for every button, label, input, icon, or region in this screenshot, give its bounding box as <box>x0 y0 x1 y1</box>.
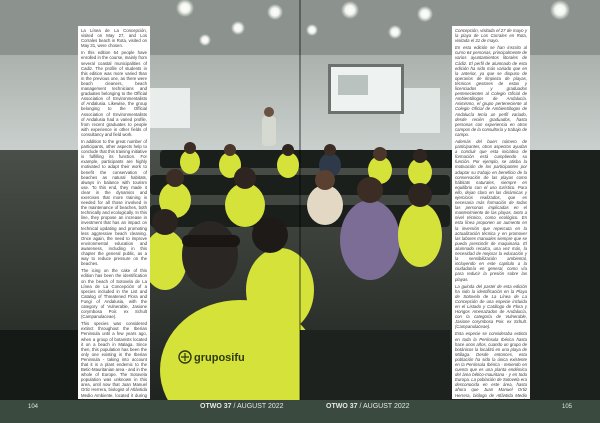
issue-date: / AUGUST 2022 <box>233 403 284 410</box>
page-gutter <box>299 0 301 423</box>
brand-name: OTWO <box>326 403 348 410</box>
issue-date: / AUGUST 2022 <box>359 403 410 410</box>
right-paragraph: En esta edición se han inscrito al curso 64 personas, principalmente de varios ayuntamientos litorales de Cádiz. El perfil de alumnado de esta edición ha sido más variado que en la anterior, ya que se dispuso de operarios de limpieza de playas, técnicos gestores de estas y licenciados y graduados pertenecientes al Colegio Oficial de Ambientólogos de Andalucía. Asimismo, el grupo perteneciente al Colegio Oficial de Ambientólogos de Andalucía tenía un perfil variado, desde recién graduados, hasta personas con experiencia en otros campos de la consultoría y trabajo de campo. <box>455 45 527 137</box>
left-paragraph: This species was considered extinct throughout the Iberian Peninsula until a few years ago, when a group of botanists located it on a beach in Malaga. Since then, this population has been the only one existing in the Iberian Peninsula - taking into account that it is a plant endemic to the Betic-Mauritanian area - and in the whole of Europe. The Sotovela population was unknown in this area, until now that Juan Manuel Ortiz Herrera, biologist of Atlántida Medio Ambiente, located it during <box>81 321 147 398</box>
right-paragraph: Concepción, visitada el 27 de mayo y la playa de Los Corrales en Rota, visitada el 31 de mayo. <box>455 28 527 44</box>
right-paragraph: La guinda del pastel de esta edición ha sido la identificación en la Playa de Sotovela de La Línea de La Concepción de una especie incluida en el Listado y Catálogo de Flora y Hongos Amenazados de Andalucía, con la categoría de Vulnerable, Jasione corymbosa Poir. ex Schult. (Campanulaceae). <box>455 283 527 330</box>
left-issue-label <box>200 403 284 410</box>
brand-name: OTWO <box>200 403 222 410</box>
left-paragraph: In addition to the great number of participants, other aspects help to conclude that this training initiative is fulfilling its function. For example, participants are highly motivated to adapt their work to benefit the conservation of beaches as natural habitats, always in balance with tourism use. To this end, they made it clear in the dynamics and exercises that more training is needed for all those involved in the maintenance of beaches, both technically and ecologically. In this line, they propose an increase in investment that has an impact on technical updating and promoting less aggressive beach cleaning. Once again, the need to improve environmental education and awareness, including in this chapter the general public, as a way to reduce pressure on the beaches. <box>81 138 147 267</box>
right-paragraph: Esta especie se consideraba extinta en toda la Península Ibérica hasta hace unos años, cuando un grupo de botánicos la localizó en una playa de Málaga. Desde entonces, esta población ha sido la única existente en la Península Ibérica - teniendo en cuenta que es una planta endémica del área bético-mauritana - y en toda Europa. La población de Sotovela era desconocida en este área, hasta ahora que Juan Manuel Ortiz Herrera, biólogo de Atlántida Medio <box>455 331 527 398</box>
left-paragraph: In this edition 64 people have enrolled in the course, mainly from several coastal municipalities of Cadiz. The profile of students in this edition was more varied than in the previous one, as there were beach cleaners, beach management technicians and graduates belonging to the Official Association of Environmentalists of Andalusia. Likewise, the group belonging to the Official Association of Environmentalists of Andalusia had a varied profile, from recent graduates to people with experience in other fields of consultancy and field work. <box>81 50 147 137</box>
right-page-number: 105 <box>562 404 573 410</box>
footer-band <box>0 400 600 423</box>
right-text-column <box>452 26 530 399</box>
gruposifu-logo <box>179 351 245 364</box>
right-issue-label <box>326 403 410 410</box>
issue-number: 37 <box>349 403 358 410</box>
left-paragraph: The icing on the cake of this edition has been the identification on the beach of Sotovela de La Línea de La Concepción of a species included in the List and Catalog of Threatened Flora and Fungi of Andalusia, with the category of Vulnerable, Jasione corymbosa Poir. ex Schult (Campanulaceae). <box>81 268 147 320</box>
issue-number: 37 <box>223 403 232 410</box>
shirt-logo-text: gruposifu <box>194 352 245 364</box>
right-paragraph: Además del buen número de participantes, otros aspectos ayudan a concluir que esta iniciativa de formación está cumpliendo su función. Por ejemplo, se atisba la motivación de los participantes por adaptar su trabajo en beneficio de la conservación de las playas como hábitats naturales, siempre en equilibrio con el uso turístico. Para ello, dejan claro en las dinámicas y ejercicios realizados, que es necesaria más formación de todas las personas implicadas en el mantenimiento de las playas, tanto a nivel técnico, como ecológico. En esta línea proponen un aumento en la inversión que repercuta en la actualización técnica y en promover las labores manuales siempre que se pueda prescindir de maquinaria. El alumnado recalca, una vez más, la necesidad de mejorar la educación y la sensibilización ambiental, incluyendo en este capítulo a la ciudadanía en general, como vía para reducir la presión sobre las playas. <box>455 138 527 282</box>
left-paragraph: La Línea de La Concepción, visited on May 27, and Los Corrales beach in Rota, visited on May 31, were chosen. <box>81 28 147 49</box>
left-text-column <box>78 26 150 399</box>
left-page-number: 104 <box>28 404 39 410</box>
